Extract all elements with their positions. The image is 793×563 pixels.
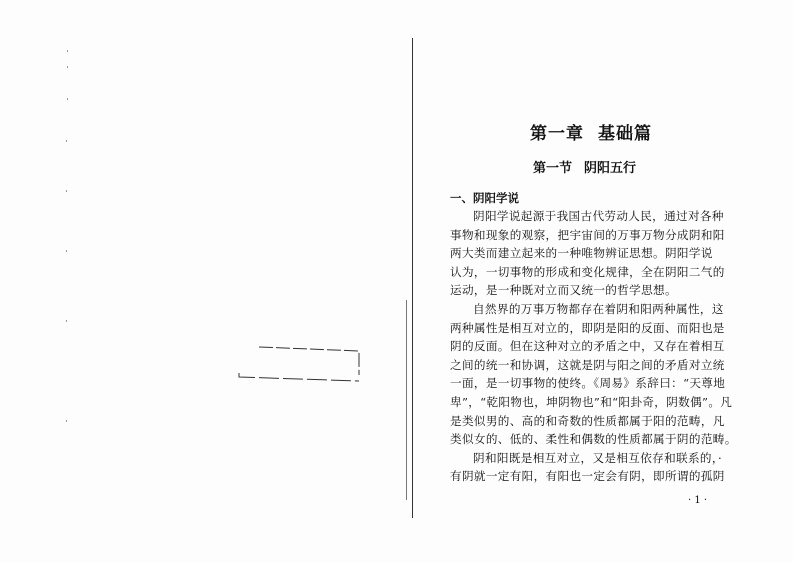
- text-line: 阴阳学说起源于我国古代劳动人民，通过对各种: [473, 209, 724, 223]
- scan-speck: [66, 420, 67, 422]
- page-gutter-line: [412, 38, 413, 518]
- chapter-name: 基础篇: [598, 124, 652, 144]
- scan-speck: [67, 66, 68, 68]
- text-line: 阴的反面。但在这种对立的矛盾之中，又存在着相互: [450, 339, 725, 354]
- text-line: 两种属性是相互对立的，即阴是阳的反面、而阳也是: [450, 320, 725, 335]
- chapter-title: [530, 119, 670, 144]
- scan-speck: [66, 140, 67, 142]
- page-gutter-shadow: [406, 300, 407, 500]
- scan-speck: [66, 190, 67, 192]
- text-line: 卑”，“乾阳物也，坤阴物也”和“阳卦奇，阴数偶”。凡: [450, 394, 733, 409]
- section-title: [533, 157, 636, 176]
- text-line: 有阴就一定有阳，有阳也一定会有阴，即所谓的孤阴: [450, 469, 725, 484]
- text-line: 类似女的、低的、柔性和偶数的性质都属于阴的范畴。: [450, 432, 737, 447]
- text-line: 自然界的万事万物都存在着阴和阳两种属性，这: [473, 301, 724, 316]
- text-line: 阴和阳既是相互对立，又是相互依存和联系的，·: [473, 450, 723, 465]
- text-line: 是类似男的、高的和奇数的性质都属于阳的范畴，凡: [450, 413, 725, 428]
- section-name: 阴阳五行: [584, 161, 637, 176]
- subsection-title: 一、阴阳学说: [450, 191, 519, 205]
- scan-speck: [67, 50, 68, 52]
- text-line: 运动，是一种既对立而又统一的哲学思想。: [450, 283, 677, 298]
- scan-speck: [67, 98, 68, 100]
- scan-bracket-mark: [237, 345, 361, 383]
- text-line: 之间的统一和协调，这就是阴与阳之间的矛盾对立统: [450, 357, 725, 372]
- section-number: 第一节: [533, 161, 573, 176]
- scan-speck: [66, 320, 67, 322]
- scan-speck: [66, 250, 67, 252]
- chapter-number: 第一章: [530, 124, 584, 144]
- text-line: 两大类而建立起来的一种唯物辨证思想。阴阳学说: [450, 246, 713, 261]
- body-text: [450, 207, 762, 486]
- text-line: 认为，一切事物的形成和变化规律，全在阴阳二气的: [450, 264, 725, 279]
- text-line: 一面，是一切事物的使终。《周易》系辞曰：“天尊地: [450, 376, 726, 391]
- text-line: 事物和现象的观察，把宇宙间的万事万物分成阴和阳: [450, 227, 725, 242]
- page-number: · 1 ·: [688, 495, 708, 506]
